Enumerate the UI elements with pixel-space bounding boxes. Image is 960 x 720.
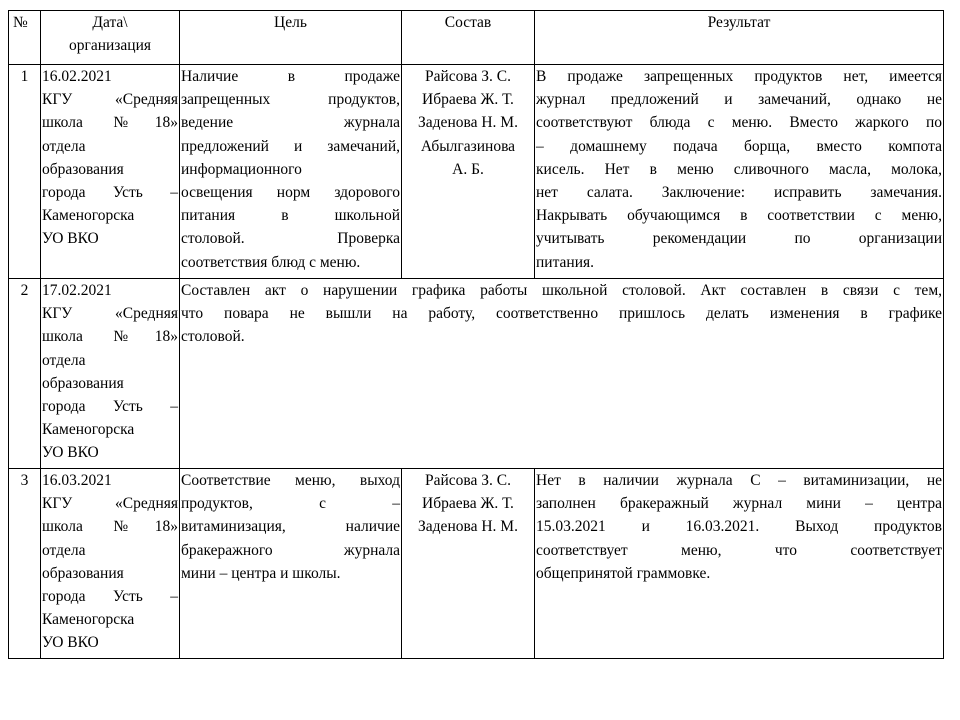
- goal-line: информационного: [181, 160, 302, 178]
- org-line: отдела: [42, 541, 86, 559]
- result-line: Накрывать обучающимся в соответствии с меню,: [536, 207, 942, 225]
- org-line: школа №18»: [42, 114, 178, 132]
- result-line: питания.: [536, 253, 595, 271]
- org-line: КГУ «Средняя: [42, 495, 178, 513]
- org-line: КГУ «Средняя: [42, 305, 178, 323]
- org-line: образования: [42, 160, 124, 178]
- goal-line: ведение журнала: [181, 114, 400, 132]
- header-goal: Цель: [180, 11, 402, 65]
- goal-line: питания в школьной: [181, 207, 400, 225]
- org-line: школа №18»: [42, 518, 178, 536]
- team-member: Заденова Н. М.: [418, 114, 518, 132]
- goal-line: Соответствие меню, выход: [181, 472, 400, 489]
- org-line: УО ВКО: [42, 444, 99, 462]
- org-line: отдела: [42, 351, 86, 369]
- org-line: УО ВКО: [42, 634, 99, 652]
- goal-line: витаминизация, наличие: [181, 518, 400, 536]
- result-line: журнал предложений и замечаний, однако не: [536, 91, 942, 109]
- org-line: школа №18»: [42, 328, 178, 346]
- team-member: Заденова Н. М.: [418, 518, 518, 536]
- header-result: Результат: [535, 11, 944, 65]
- org-line: Каменогорска: [42, 611, 135, 629]
- goal-line: продуктов, с –: [181, 495, 400, 513]
- result-line: кисель. Нет в меню сливочного масла, молока,: [536, 160, 942, 178]
- org-line: города Усть –: [42, 398, 178, 416]
- result-line: В продаже запрещенных продуктов нет, имеется: [536, 68, 942, 85]
- header-team: Состав: [402, 11, 535, 65]
- result-cell: [535, 469, 944, 659]
- header-date-org: [41, 11, 180, 65]
- result-line: общепринятой граммовке.: [536, 564, 711, 582]
- goal-line: соответствия блюд с меню.: [181, 253, 361, 271]
- org-line: Каменогорска: [42, 421, 135, 439]
- goal-line: предложений и замечаний,: [181, 137, 400, 155]
- header-number: №: [9, 11, 41, 65]
- header-date-label: Дата\: [92, 14, 128, 31]
- team-cell: [402, 469, 535, 659]
- date-org-cell: [41, 469, 180, 659]
- org-line: города Усть –: [42, 588, 178, 606]
- date-org-cell: [41, 279, 180, 469]
- result-line: – домашнему подача борща, вместо компота: [536, 137, 942, 155]
- goal-line: освещения норм здорового: [181, 184, 400, 202]
- row-number: 1: [9, 65, 41, 279]
- table-header-row: [9, 11, 944, 65]
- note-line: столовой.: [181, 328, 245, 346]
- org-line: Каменогорска: [42, 207, 135, 225]
- team-member: Абылгазинова: [420, 137, 516, 155]
- header-org-label: организация: [68, 37, 152, 55]
- team-cell: [402, 65, 535, 279]
- result-line: учитывать рекомендации по организации: [536, 230, 942, 248]
- goal-line: мини – центра и школы.: [181, 564, 341, 582]
- result-line: Нет в наличии журнала С – витаминизации, не: [536, 472, 942, 489]
- team-member: Ибраева Ж. Т.: [422, 495, 514, 513]
- result-line: 15.03.2021 и 16.03.2021. Выход продуктов: [536, 518, 942, 536]
- team-member: Райсова З. С.: [424, 472, 512, 489]
- goal-line: столовой. Проверка: [181, 230, 400, 248]
- date-org-cell: [41, 65, 180, 279]
- row-date: 16.02.2021: [42, 68, 112, 85]
- org-line: отдела: [42, 137, 86, 155]
- result-line: нет салата. Заключение: исправить замечания.: [536, 184, 942, 202]
- row-number: 2: [9, 279, 41, 469]
- goal-line: бракеражного журнала: [181, 541, 400, 559]
- merged-note-cell: [180, 279, 944, 469]
- table-row: [9, 65, 944, 279]
- result-line: соответствуют блюда с меню. Вместо жаркого по: [536, 114, 942, 132]
- result-line: заполнен бракеражный журнал мини – центра: [536, 495, 942, 513]
- table-row: [9, 469, 944, 659]
- goal-cell: [180, 65, 402, 279]
- org-line: УО ВКО: [42, 230, 99, 248]
- team-member: А. Б.: [452, 160, 484, 178]
- org-line: города Усть –: [42, 184, 178, 202]
- row-date: 17.02.2021: [42, 282, 112, 299]
- row-number: 3: [9, 469, 41, 659]
- goal-cell: [180, 469, 402, 659]
- team-member: Райсова З. С.: [424, 68, 512, 85]
- goal-line: Наличие в продаже: [181, 68, 400, 85]
- org-line: КГУ «Средняя: [42, 91, 178, 109]
- inspection-table: [8, 10, 944, 659]
- table-row: [9, 279, 944, 469]
- result-cell: [535, 65, 944, 279]
- row-date: 16.03.2021: [42, 472, 112, 489]
- result-line: соответствует меню, что соответствует: [536, 541, 942, 559]
- org-line: образования: [42, 564, 124, 582]
- goal-line: запрещенных продуктов,: [181, 91, 400, 109]
- team-member: Ибраева Ж. Т.: [422, 91, 514, 109]
- note-line: Составлен акт о нарушении графика работы школьной столовой. Акт составлен в связи с тем,: [181, 282, 942, 299]
- note-line: что повара не вышли на работу, соответственно пришлось делать изменения в графике: [181, 305, 942, 323]
- org-line: образования: [42, 374, 124, 392]
